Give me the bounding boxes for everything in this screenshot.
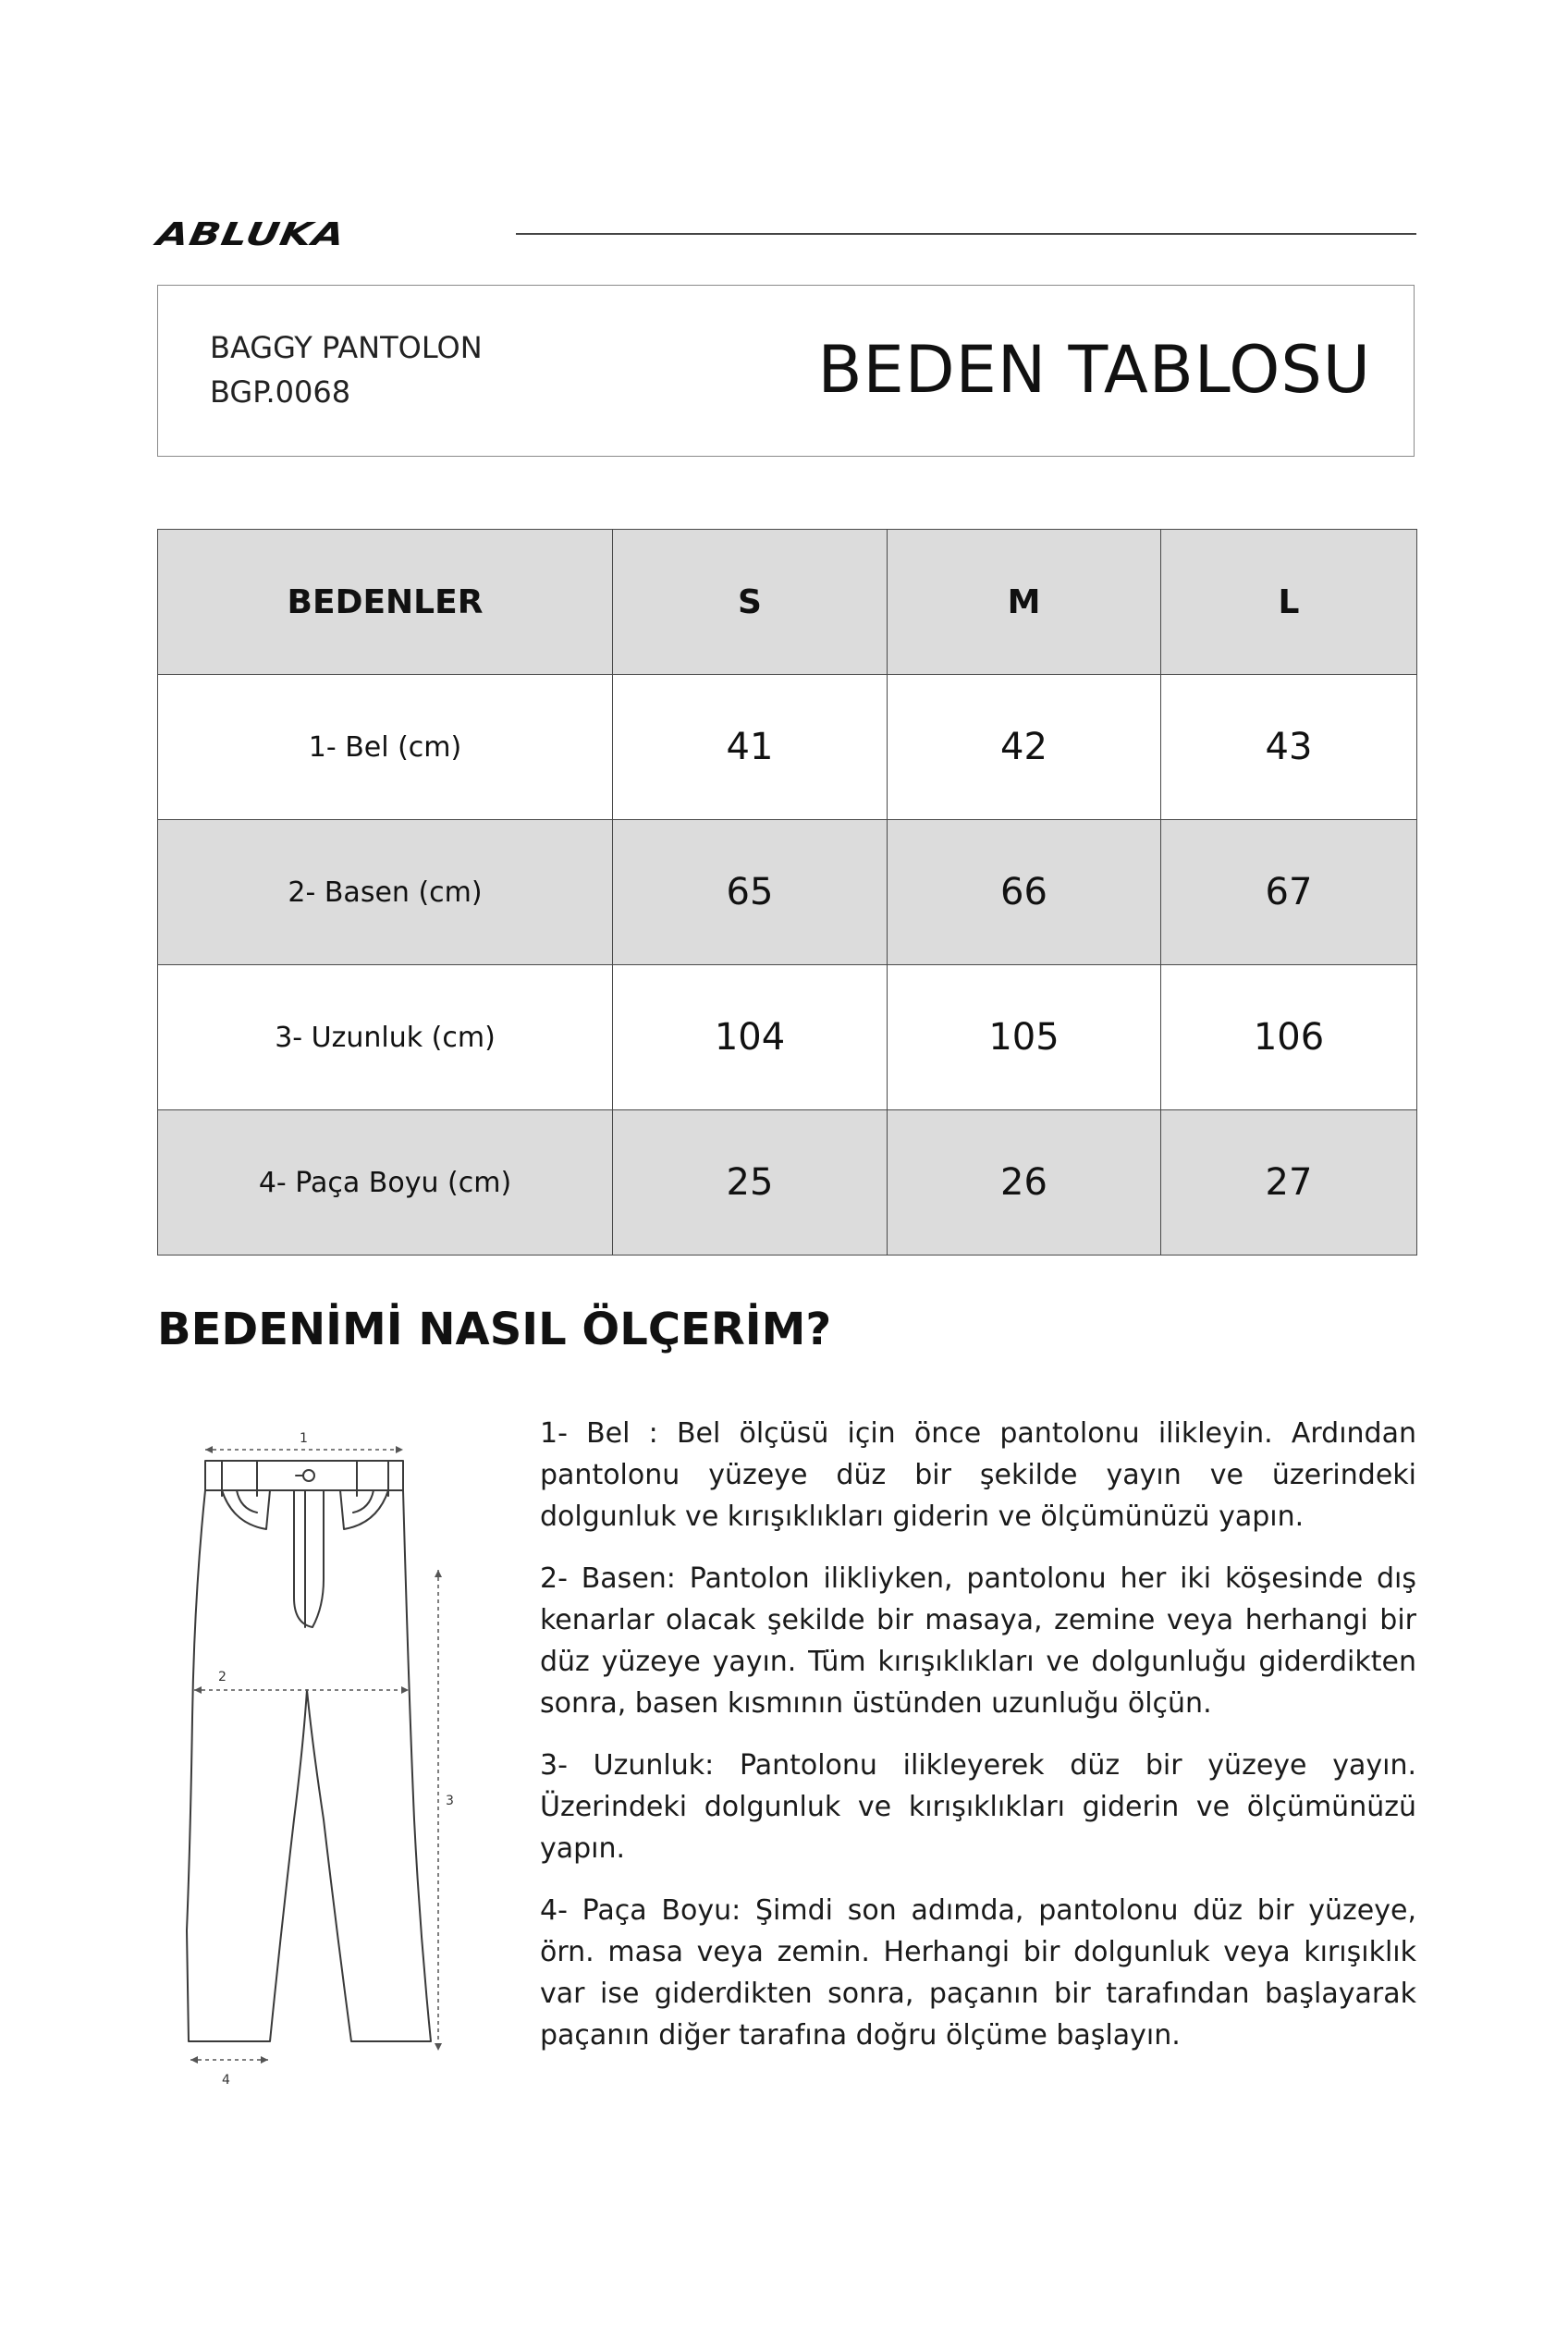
header-cell-m: M <box>888 530 1161 675</box>
section-heading: BEDENİMİ NASIL ÖLÇERİM? <box>157 1304 832 1355</box>
fly-outline <box>294 1490 324 1627</box>
table-row <box>158 965 1417 1110</box>
value-cell: 42 <box>888 675 1161 820</box>
button-outline <box>303 1470 314 1481</box>
product-code: BGP.0068 <box>210 374 351 410</box>
header-divider <box>516 233 1416 235</box>
row-label: 4- Paça Boyu (cm) <box>158 1110 613 1256</box>
row-label: 2- Basen (cm) <box>158 820 613 965</box>
value-cell: 43 <box>1161 675 1417 820</box>
measurement-instructions <box>540 1413 1416 2076</box>
table-row <box>158 675 1417 820</box>
value-cell: 67 <box>1161 820 1417 965</box>
row-label: 3- Uzunluk (cm) <box>158 965 613 1110</box>
product-name: BAGGY PANTOLON <box>210 330 483 365</box>
diagram-label-3: 3 <box>446 1794 454 1808</box>
instruction-paragraph: 4- Paça Boyu: Şimdi son adımda, pantolonu düz bir yüzeye, örn. masa veya zemin. Herhangi bir dolgunluk veya kırışıklık var ise giderdikten sonra, paçanın bir tarafından başlayarak paçanın diğer tarafına doğru ölçüme başlayın. <box>540 1894 1416 2052</box>
value-cell: 25 <box>613 1110 888 1256</box>
value-cell: 106 <box>1161 965 1417 1110</box>
header-cell-l: L <box>1161 530 1417 675</box>
header-cell-s: S <box>613 530 888 675</box>
instruction-paragraph: 2- Basen: Pantolon ilikliyken, pantolonu her iki köşesinde dış kenarlar olacak şekilde bir masaya, zemine veya herhangi bir düz yüzeye yayın. Tüm kırışıklıkları ve dolgunluğu giderdikten sonra, basen kısmının üstünden uzunluğu ölçün. <box>540 1562 1416 1720</box>
diagram-label-1: 1 <box>300 1431 308 1446</box>
value-cell: 66 <box>888 820 1161 965</box>
size-table <box>157 529 1417 1256</box>
table-row <box>158 820 1417 965</box>
pants-measurement-diagram <box>76 1413 473 2088</box>
instruction-paragraph: 3- Uzunluk: Pantolonu ilikleyerek düz bir yüzeye yayın. Üzerindeki dolgunluk ve kırışıklıkları giderin ve ölçümünüzü yapın. <box>540 1749 1416 1865</box>
instruction-paragraph: 1- Bel : Bel ölçüsü için önce pantolonu ilikleyin. Ardından pantolonu yüzeye düz bir şekilde yayın ve üzerindeki dolgunluk ve kırışıklıkları giderin ve ölçümünüzü yapın. <box>540 1417 1416 1533</box>
brand-logo: ABLUKA <box>153 215 349 253</box>
table-row <box>158 1110 1417 1256</box>
value-cell: 105 <box>888 965 1161 1110</box>
pants-outline <box>187 1490 431 2041</box>
diagram-label-4: 4 <box>222 2073 230 2088</box>
title-box <box>157 285 1415 457</box>
value-cell: 104 <box>613 965 888 1110</box>
header-cell-sizes: BEDENLER <box>158 530 613 675</box>
value-cell: 41 <box>613 675 888 820</box>
page-title: BEDEN TABLOSU <box>817 332 1371 408</box>
value-cell: 27 <box>1161 1110 1417 1256</box>
table-header-row <box>158 530 1417 675</box>
diagram-label-2: 2 <box>218 1670 227 1684</box>
row-label: 1- Bel (cm) <box>158 675 613 820</box>
value-cell: 26 <box>888 1110 1161 1256</box>
value-cell: 65 <box>613 820 888 965</box>
brand-header <box>153 211 1416 259</box>
